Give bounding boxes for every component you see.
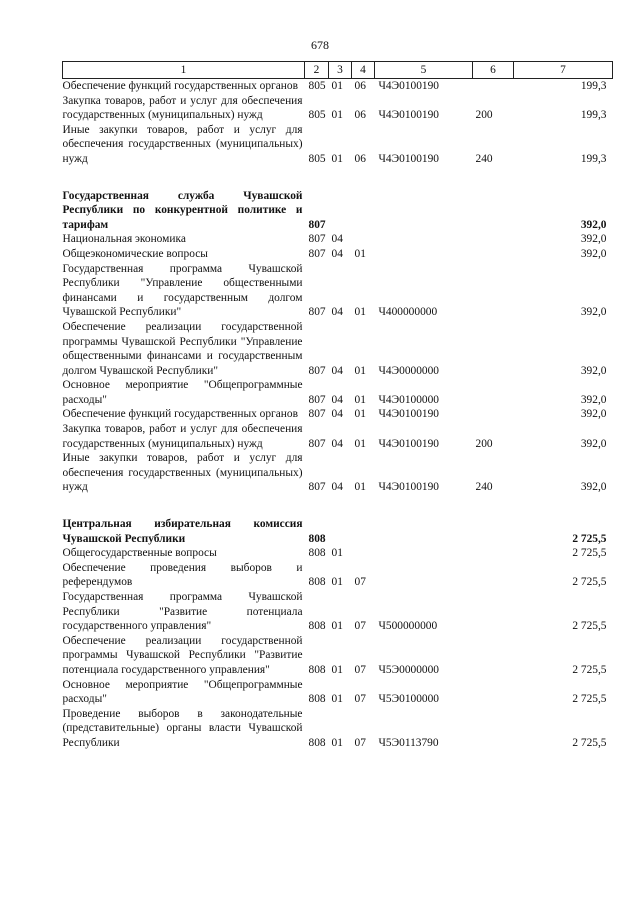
header-col-6: 6 [473,62,514,79]
table-row [63,79,613,94]
table-row [63,517,613,546]
table-row [63,634,613,678]
row-chapter-code: 808 [308,547,326,560]
row-subsection-code [352,546,375,561]
row-target-article [375,517,473,546]
row-name: Проведение выборов в законодательные (представительные) органы власти Чувашской Республики [62,707,303,749]
row-subsection-code: 01 [354,247,366,260]
row-target-article [375,232,473,247]
row-chapter-code: 805 [308,80,326,92]
row-name: Иные закупки товаров, работ и услуг для обеспечения государственных (муниципальных) нужд [62,123,303,165]
header-col-4: 4 [352,62,375,79]
row-expense-type [473,590,514,634]
spacer-row [63,495,613,517]
row-amount: 392,0 [580,437,607,450]
row-target-article [375,247,473,262]
row-section-code [329,189,352,233]
row-target-article: Ч4Э0100190 [378,80,439,92]
row-subsection-code: 07 [354,736,366,749]
row-target-article: Ч4Э0100190 [378,481,439,494]
row-chapter-code: 808 [308,663,326,676]
row-subsection-code: 01 [354,437,366,450]
row-subsection-code: 01 [354,408,366,421]
row-name: Общеэкономические вопросы [62,247,208,260]
row-subsection-code: 01 [354,306,366,319]
budget-table [62,61,613,751]
row-target-article [375,546,473,561]
row-chapter-code: 808 [308,620,326,633]
table-row [63,189,613,233]
row-amount: 2 725,5 [572,532,607,545]
row-expense-type [473,378,514,407]
row-amount: 2 725,5 [572,663,607,676]
table-row [63,407,613,422]
row-expense-type [473,320,514,378]
row-expense-type: 200 [475,437,493,450]
row-amount: 392,0 [580,233,607,246]
row-section-code: 04 [331,247,343,260]
row-name: Обеспечение реализации государственной программы Чувашской Республики "Развитие потенциала государственного управления" [62,634,303,676]
row-chapter-code: 805 [308,152,326,165]
row-section-code: 01 [331,109,343,122]
row-chapter-code: 807 [308,437,326,450]
row-section-code: 04 [331,364,343,377]
row-amount: 392,0 [580,218,607,231]
row-section-code: 04 [331,481,343,494]
header-col-5: 5 [375,62,473,79]
row-target-article: Ч5Э0100000 [378,693,439,706]
header-row [63,62,613,79]
spacer-cell [63,167,613,189]
table-row [63,123,613,167]
row-amount: 392,0 [580,364,607,377]
row-chapter-code: 807 [308,364,326,377]
row-expense-type [473,407,514,422]
row-name: Обеспечение функций государственных органов [62,80,298,92]
row-subsection-code: 06 [354,152,366,165]
row-chapter-code: 808 [308,736,326,749]
row-subsection-code: 07 [354,693,366,706]
row-subsection-code: 01 [354,364,366,377]
row-name: Государственная служба Чувашской Республики по конкурентной политике и тарифам [62,189,303,231]
table-row [63,590,613,634]
row-target-article [375,189,473,233]
row-section-code: 01 [331,620,343,633]
table-row [63,561,613,590]
row-expense-type [473,247,514,262]
row-target-article: Ч4Э0100190 [378,437,439,450]
row-subsection-code: 06 [354,109,366,122]
table-row [63,678,613,707]
row-name: Государственная программа Чувашской Республики "Развитие потенциала государственного управления" [62,591,303,633]
row-expense-type [473,546,514,561]
row-expense-type [473,262,514,320]
row-amount: 2 725,5 [572,736,607,749]
table-row [63,422,613,451]
row-section-code: 01 [331,152,343,165]
row-chapter-code: 807 [308,306,326,319]
row-expense-type: 240 [475,481,493,494]
row-target-article: Ч4Э0100000 [378,393,439,406]
page-number: 678 [311,38,329,52]
row-subsection-code [352,232,375,247]
row-chapter-code: 807 [308,247,326,260]
row-subsection-code [352,189,375,233]
row-chapter-code: 807 [308,481,326,494]
row-amount: 392,0 [580,481,607,494]
row-chapter-code: 808 [308,576,326,589]
row-subsection-code: 07 [354,576,366,589]
row-name: Государственная программа Чувашской Республики "Управление общественными финансами и государственным долгом Чувашской Республики" [62,262,303,319]
row-subsection-code: 06 [354,80,366,92]
row-expense-type [473,678,514,707]
row-section-code: 04 [331,437,343,450]
row-expense-type [473,707,514,751]
row-name: Обеспечение функций государственных органов [62,408,298,421]
table-body [63,79,613,751]
row-name: Основное мероприятие "Общепрограммные расходы" [62,678,303,706]
header-col-1: 1 [63,62,305,79]
spacer-row [63,167,613,189]
table-row [63,247,613,262]
row-name: Общегосударственные вопросы [62,547,217,560]
row-amount: 2 725,5 [572,693,607,706]
row-name: Обеспечение проведения выборов и референдумов [62,561,303,589]
row-amount: 392,0 [580,408,607,421]
row-expense-type: 200 [475,109,493,122]
row-section-code: 01 [331,736,343,749]
row-chapter-code: 807 [308,408,326,421]
row-expense-type [473,189,514,233]
row-amount: 2 725,5 [572,576,607,589]
row-target-article: Ч5Э0113790 [378,736,439,749]
row-target-article: Ч400000000 [378,306,438,319]
row-section-code: 04 [331,233,343,246]
row-name: Закупка товаров, работ и услуг для обеспечения государственных (муниципальных) нужд [62,423,303,450]
row-section-code: 04 [331,408,343,421]
row-target-article: Ч500000000 [378,620,438,633]
row-section-code: 01 [331,693,343,706]
row-chapter-code: 807 [308,233,326,246]
row-section-code: 01 [331,547,343,560]
row-target-article: Ч4Э0000000 [378,364,439,377]
table-row [63,94,613,123]
row-amount: 392,0 [580,306,607,319]
row-chapter-code: 808 [308,693,326,706]
row-amount: 392,0 [580,393,607,406]
row-chapter-code: 808 [308,532,326,545]
row-subsection-code: 01 [354,481,366,494]
row-name: Национальная экономика [62,233,186,246]
row-name: Основное мероприятие "Общепрограммные расходы" [62,379,303,406]
table-row [63,320,613,378]
row-expense-type [473,79,514,94]
row-section-code: 01 [331,663,343,676]
row-subsection-code: 07 [354,620,366,633]
row-expense-type [473,634,514,678]
row-amount: 199,3 [580,109,607,122]
table-row [63,451,613,495]
header-col-2: 2 [305,62,329,79]
table-row [63,232,613,247]
row-amount: 199,3 [580,80,607,92]
header-col-3: 3 [329,62,352,79]
row-subsection-code [352,517,375,546]
row-subsection-code: 07 [354,663,366,676]
row-subsection-code: 01 [354,393,366,406]
row-section-code: 04 [331,306,343,319]
row-expense-type: 240 [475,152,493,165]
table-row [63,262,613,320]
row-chapter-code: 805 [308,109,326,122]
row-expense-type [473,561,514,590]
row-section-code [329,517,352,546]
row-amount: 2 725,5 [572,547,607,560]
row-target-article: Ч4Э0100190 [378,408,439,421]
row-chapter-code: 807 [308,218,326,231]
row-section-code: 01 [331,576,343,589]
header-col-7: 7 [514,62,613,79]
row-name: Закупка товаров, работ и услуг для обеспечения государственных (муниципальных) нужд [62,94,303,122]
row-name: Центральная избирательная комиссия Чувашской Республики [62,518,303,545]
spacer-cell [63,495,613,517]
row-target-article: Ч5Э0000000 [378,663,439,676]
row-target-article: Ч4Э0100190 [378,152,439,165]
row-amount: 392,0 [580,247,607,260]
row-chapter-code: 807 [308,393,326,406]
table-row [63,546,613,561]
row-target-article [375,561,473,590]
row-expense-type [473,517,514,546]
table-row [63,707,613,751]
row-section-code: 04 [331,393,343,406]
row-section-code: 01 [331,80,343,92]
row-expense-type [473,232,514,247]
table-row [63,378,613,407]
row-name: Иные закупки товаров, работ и услуг для обеспечения государственных (муниципальных) нужд [62,452,303,494]
row-name: Обеспечение реализации государственной программы Чувашской Республики "Управление общественными финансами и государственным долгом Чувашской Республики" [62,320,303,377]
row-target-article: Ч4Э0100190 [378,109,439,122]
row-amount: 199,3 [580,152,607,165]
row-amount: 2 725,5 [572,620,607,633]
